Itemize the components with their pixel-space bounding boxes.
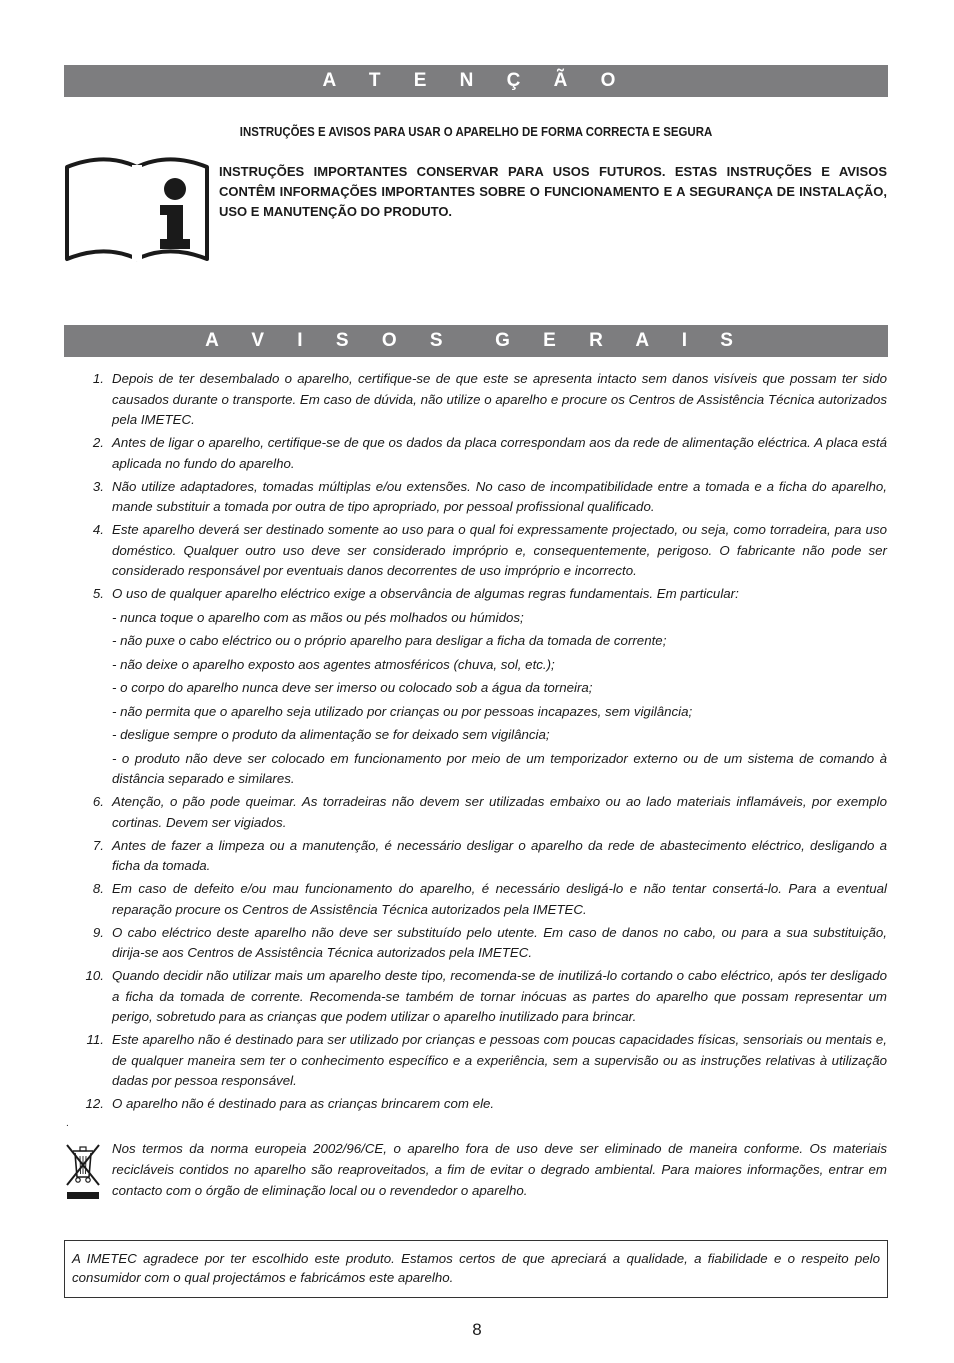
weee-disposal-text: Nos termos da norma europeia 2002/96/CE, o aparelho fora de uso deve ser eliminado de maneira conforme. Os materiais recicláveis contidos no aparelho são reaproveitados, a fim de evitar o degrado ambiental. Para maiores informações, entrar em contacto com o órgão de eliminação local ou o revendedor o aparelho. bbox=[112, 1141, 887, 1198]
warning-item bbox=[64, 369, 887, 431]
important-instructions-text: INSTRUÇÕES IMPORTANTES CONSERVAR PARA USOS FUTUROS. ESTAS INSTRUÇÕES E AVISOS CONTÊM INFORMAÇÕES IMPORTANTES SOBRE O FUNCIONAMENTO E A SEGURANÇA DE INSTALAÇÃO, USO E MANUTENÇÃO DO PRODUTO. bbox=[219, 164, 887, 219]
item-number: 12. bbox=[85, 1096, 104, 1111]
warning-item bbox=[64, 584, 887, 790]
warning-item bbox=[64, 520, 887, 582]
stray-mark: . bbox=[66, 1118, 69, 1129]
item-number: 10. bbox=[85, 968, 104, 983]
sub-item: - o produto não deve ser colocado em funcionamento por meio de um temporizador externo ou de um sistema de comando à distância separado e similares. bbox=[112, 750, 887, 786]
crossed-bin-icon bbox=[64, 1137, 102, 1201]
sub-item: - desligue sempre o produto da alimentação se for deixado sem vigilância; bbox=[112, 727, 550, 742]
warnings-list bbox=[64, 369, 887, 1117]
item-text: Este aparelho deverá ser destinado somente ao uso para o qual foi expressamente projectado, ou seja, como torradeira, para uso doméstico. Qualquer outro uso deve ser considerado impróprio e, consequentemente, perigoso. O fabricante não pode ser considerado responsável por eventuais danos decorrentes de uso impróprio e incorrecto. bbox=[112, 522, 887, 578]
item-number: 11. bbox=[86, 1032, 104, 1047]
thanks-note-box bbox=[64, 1240, 888, 1298]
item-text: Antes de fazer a limpeza ou a manutenção, é necessário desligar o aparelho da rede de abastecimento eléctrico, desligando a ficha da tomada. bbox=[112, 837, 887, 873]
sub-item: - o corpo do aparelho nunca deve ser imerso ou colocado sob a água da torneira; bbox=[112, 680, 593, 695]
sub-item: - não permita que o aparelho seja utilizado por crianças ou por pessoas incapazes, sem vigilância; bbox=[112, 703, 693, 719]
item-number: 1. bbox=[92, 371, 104, 386]
item-number: 8. bbox=[92, 881, 104, 896]
sub-item: - nunca toque o aparelho com as mãos ou pés molhados ou húmidos; bbox=[112, 609, 524, 625]
warning-item bbox=[64, 879, 887, 920]
item-text: Atenção, o pão pode queimar. As torradeiras não devem ser utilizadas embaixo ou ao lado materiais inflamáveis, por exemplo cortinas. Devem ser vigiados. bbox=[112, 794, 887, 830]
warning-item bbox=[64, 923, 887, 964]
item-number: 6. bbox=[92, 794, 104, 809]
item-text: Em caso de defeito e/ou mau funcionamento do aparelho, é necessário desligá-lo e não tentar consertá-lo. Para a eventual reparação procure os Centros de Assistência Técnica autorizados pela IMETEC. bbox=[112, 881, 887, 917]
item-number: 2. bbox=[92, 435, 104, 450]
item-text: O aparelho não é destinado para as crianças brincarem com ele. bbox=[112, 1096, 495, 1111]
warning-item bbox=[64, 477, 887, 518]
item-number: 9. bbox=[92, 924, 104, 940]
instructions-subheading: INSTRUÇÕES E AVISOS PARA USAR O APARELHO DE FORMA CORRECTA E SEGURA bbox=[239, 124, 713, 139]
item-text: Este aparelho não é destinado para ser utilizado por crianças e pessoas com poucas capacidades físicas, sensoriais ou mentais e, de qualquer maneira sem ter o conhecimento específico e a experiência, sem a supervisão ou as instruções relativas à utilização dadas por pessoa responsável. bbox=[112, 1032, 887, 1088]
sub-item: - não puxe o cabo eléctrico ou o próprio aparelho para desligar a ficha da tomada de corrente; bbox=[112, 633, 667, 648]
item-number: 4. bbox=[92, 522, 104, 537]
thanks-note-text: A IMETEC agradece por ter escolhido este produto. Estamos certos de que apreciará a qualidade, a fiabilidade e o respeito pelo consumidor com o qual projectámos e fabricámos este aparelho. bbox=[72, 1251, 880, 1285]
general-warnings-title: A V I S O S G E R A I S bbox=[205, 330, 747, 351]
item-text: O cabo eléctrico deste aparelho não deve ser substituído pelo utente. Em caso de danos no cabo, ou para a sua substituição, dirija-se aos Centros de Assistência Técnica autorizados pela IMETEC. bbox=[112, 924, 887, 960]
warning-item bbox=[64, 433, 887, 474]
page-number: 8 bbox=[472, 1320, 482, 1339]
general-warnings-banner bbox=[64, 325, 888, 357]
warning-item bbox=[64, 1030, 887, 1092]
item-text: O uso de qualquer aparelho eléctrico exige a observância de algumas regras fundamentais. Em particular: bbox=[112, 586, 739, 601]
warning-item bbox=[64, 1094, 887, 1115]
attention-title: A T E N Ç Ã O bbox=[322, 70, 630, 91]
attention-banner bbox=[64, 65, 888, 97]
item-text: Antes de ligar o aparelho, certifique-se de que os dados da placa correspondam aos da rede de alimentação eléctrica. A placa está aplicada no fundo do aparelho. bbox=[112, 435, 887, 471]
book-info-icon bbox=[64, 155, 210, 263]
sub-item: - não deixe o aparelho exposto aos agentes atmosféricos (chuva, sol, etc.); bbox=[112, 656, 555, 672]
warning-item bbox=[64, 836, 887, 877]
item-text: Não utilize adaptadores, tomadas múltiplas e/ou extensões. No caso de incompatibilidade entre a tomada e a ficha do aparelho, mande substituir a tomada por outra de tipo apropriado, por pessoal profissional qualificado. bbox=[112, 478, 887, 514]
item-text: Quando decidir não utilizar mais um aparelho deste tipo, recomenda-se de inutilizá-lo cortando o cabo eléctrico, após ter desligado a ficha da tomada de corrente. Recomenda-se também de tornar inócuas as partes do aparelho que possam representar um perigo, sobretudo para as crianças que podem utilizar o aparelho inutilizado para brincar. bbox=[112, 968, 887, 1024]
item-number: 3. bbox=[92, 478, 104, 494]
item-text: Depois de ter desembalado o aparelho, certifique-se de que este se apresenta intacto sem danos visíveis que possam ter sido causados durante o transporte. Em caso de dúvida, não utilize o aparelho e procure os Centros de Assistência Técnica autorizados pela IMETEC. bbox=[112, 371, 887, 427]
item-number: 5. bbox=[92, 586, 104, 601]
warning-item bbox=[64, 792, 887, 833]
item-number: 7. bbox=[92, 837, 104, 853]
warning-item bbox=[64, 966, 887, 1028]
